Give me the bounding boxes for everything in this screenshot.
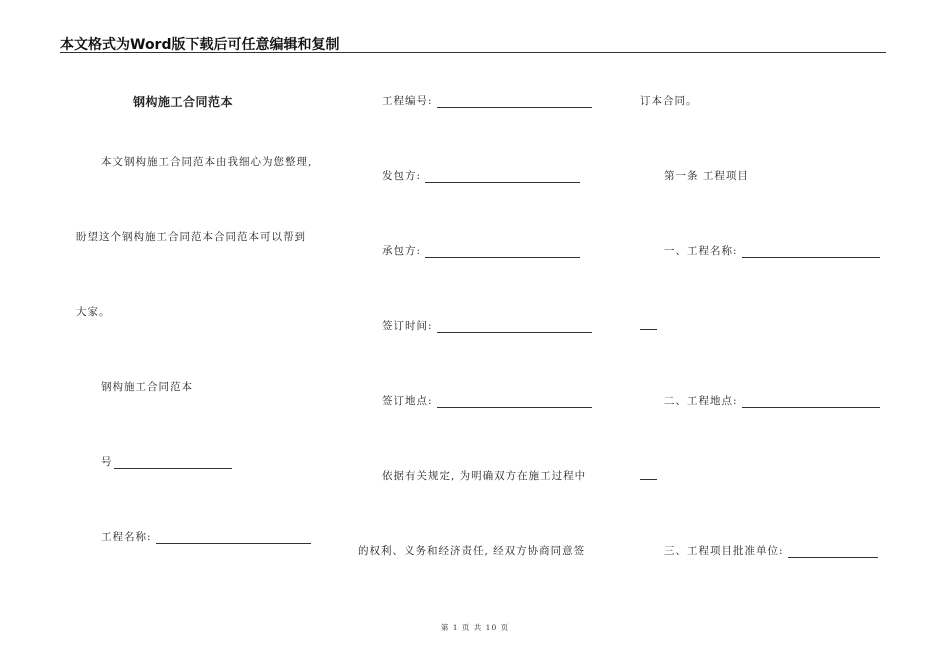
signing-time-blank xyxy=(437,321,592,333)
continuation-blank-1 xyxy=(640,329,657,330)
contractor-label: 承包方: xyxy=(382,245,422,257)
project-name-field xyxy=(101,529,311,544)
project-name-blank xyxy=(156,532,311,544)
project-name-label: 工程名称: xyxy=(101,531,152,543)
signing-time-field xyxy=(382,318,592,333)
continuation-blank-2 xyxy=(640,479,657,480)
approval-unit-item-blank xyxy=(788,546,878,558)
basis-paragraph-line-2: 的权利、义务和经济责任, 经双方协商同意签 xyxy=(358,545,586,557)
document-title: 钢构施工合同范本 xyxy=(133,95,234,109)
project-location-item-blank xyxy=(742,396,880,408)
page-footer: 第 1 页 共 10 页 xyxy=(440,623,510,632)
approval-unit-item xyxy=(664,543,878,558)
project-location-item xyxy=(664,393,880,408)
basis-paragraph-line-1: 依据有关规定, 为明确双方在施工过程中 xyxy=(382,470,587,482)
project-location-item-label: 二、工程地点: xyxy=(664,395,738,407)
document-banner: 本文格式为Word版下载后可任意编辑和复制 xyxy=(60,37,340,53)
project-name-item xyxy=(664,243,880,258)
contractor-blank xyxy=(425,246,580,258)
article-1-heading: 第一条 工程项目 xyxy=(664,170,749,182)
project-number-label: 工程编号: xyxy=(382,95,433,107)
basis-paragraph-end: 订本合同。 xyxy=(640,95,698,107)
intro-line-2: 盼望这个钢构施工合同范本合同范本可以帮到 xyxy=(76,231,306,243)
project-name-item-label: 一、工程名称: xyxy=(664,245,738,257)
intro-line-3: 大家。 xyxy=(76,306,111,318)
contract-name: 钢构施工合同范本 xyxy=(101,381,193,393)
signing-place-label: 签订地点: xyxy=(382,395,433,407)
employer-label: 发包方: xyxy=(382,170,422,182)
signing-time-label: 签订时间: xyxy=(382,320,433,332)
employer-field xyxy=(382,168,580,183)
project-name-item-blank xyxy=(742,246,880,258)
project-number-field xyxy=(382,93,592,108)
approval-unit-item-label: 三、工程项目批准单位: xyxy=(664,545,784,557)
project-number-blank xyxy=(437,96,592,108)
header-divider xyxy=(60,52,886,53)
contract-number-blank xyxy=(114,457,232,469)
employer-blank xyxy=(425,171,580,183)
contract-number-label: 号 xyxy=(101,456,113,468)
signing-place-field xyxy=(382,393,592,408)
contract-number-field xyxy=(101,454,232,469)
signing-place-blank xyxy=(437,396,592,408)
intro-line-1: 本文钢构施工合同范本由我细心为您整理, xyxy=(101,156,313,168)
contractor-field xyxy=(382,243,580,258)
